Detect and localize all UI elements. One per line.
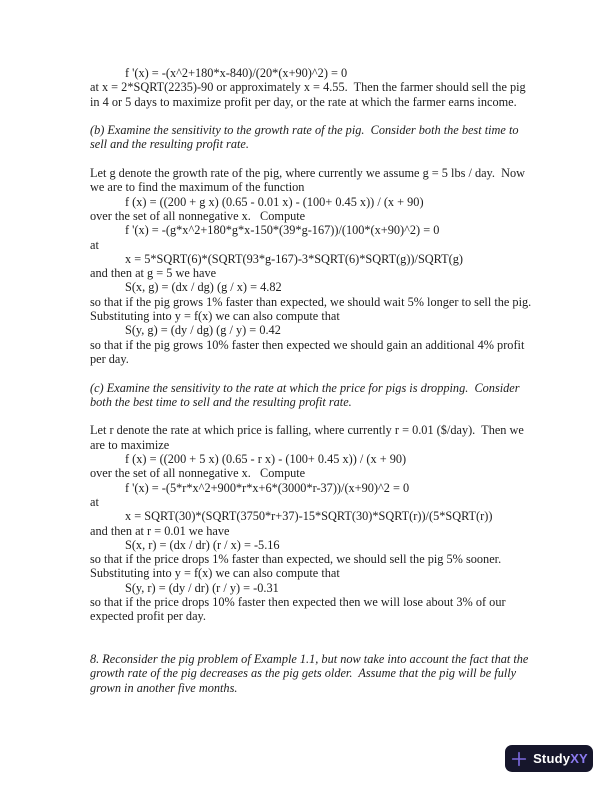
text-line: we are to find the maximum of the function [90, 180, 305, 195]
text-line: S(y, g) = (dy / dg) (g / y) = 0.42 [125, 323, 281, 338]
text-line: x = SQRT(30)*(SQRT(3750*r+37)-15*SQRT(30)*SQRT(r))/(5*SQRT(r)) [125, 509, 493, 524]
text-line: S(y, r) = (dy / dr) (r / y) = -0.31 [125, 580, 279, 595]
blank-line [90, 109, 530, 123]
text-line: expected profit per day. [90, 609, 206, 624]
text-line: Let r denote the rate at which price is falling, where currently r = 0.01 ($/day). Then we [90, 423, 524, 438]
text-line: (b) Examine the sensitivity to the growth rate of the pig. Consider both the best time to [90, 123, 519, 138]
text-line: f '(x) = -(x^2+180*x-840)/(20*(x+90)^2) = 0 [125, 66, 348, 80]
studyxy-watermark[interactable] [505, 745, 593, 772]
text-line: so that if the pig grows 1% faster than expected, we should wait 5% longer to sell the pig. [90, 294, 532, 309]
text-line: S(x, r) = (dx / dr) (r / x) = -5.16 [125, 537, 280, 552]
text-line: (c) Examine the sensitivity to the rate at which the price for pigs is dropping. Consider [90, 380, 520, 395]
text-line: x = 5*SQRT(6)*(SQRT(93*g-167)-3*SQRT(6)*SQRT(g))/SQRT(g) [125, 251, 463, 266]
text-line: and then at g = 5 we have [90, 266, 217, 281]
text-line: 8. Reconsider the pig problem of Example 1.1, but now take into account the fact that the [90, 652, 529, 667]
text-line: at [90, 237, 99, 252]
text-line: f '(x) = -(5*r*x^2+900*r*x+6*(3000*r-37))/(x+90)^2 = 0 [125, 480, 410, 495]
text-line: so that if the price drops 1% faster than expected, we should sell the pig 5% sooner. [90, 552, 502, 567]
text-line: f (x) = ((200 + 5 x) (0.65 - r x) - (100+ 0.45 x)) / (x + 90) [125, 452, 407, 467]
text-line: f (x) = ((200 + g x) (0.65 - 0.01 x) - (100+ 0.45 x)) / (x + 90) [125, 194, 424, 209]
blank-line [90, 152, 530, 166]
text-line: grown in another five months. [90, 680, 238, 695]
text-line: per day. [90, 351, 129, 366]
text-line: are to maximize [90, 437, 170, 452]
text-line: so that if the price drops 10% faster then expected then we will lose about 3% of our [90, 594, 506, 609]
text-line: both the best time to sell and the resulting profit rate. [90, 394, 352, 409]
text-line: at [90, 494, 99, 509]
brand-text [533, 752, 588, 765]
text-line: over the set of all nonnegative x. Compute [90, 208, 306, 223]
text-line: Substituting into y = f(x) we can also compute that [90, 309, 340, 324]
text-line: growth rate of the pig decreases as the pig gets older. Assume that the pig will be fully [90, 666, 517, 681]
text-line: at x = 2*SQRT(2235)-90 or approximately x = 4.55. Then the farmer should sell the pig [90, 80, 526, 95]
brand-study: Study [533, 751, 571, 766]
text-line: f '(x) = -(g*x^2+180*g*x-150*(39*g-167))/(100*(x+90)^2) = 0 [125, 223, 440, 238]
document-text [90, 66, 530, 695]
blank-line [90, 366, 530, 380]
blank-line [90, 638, 530, 652]
text-line: so that if the pig grows 10% faster then expected we should gain an additional 4% profit [90, 337, 525, 352]
plus-icon [510, 750, 528, 768]
text-line: Let g denote the growth rate of the pig, where currently we assume g = 5 lbs / day. Now [90, 166, 526, 181]
text-line: over the set of all nonnegative x. Compute [90, 466, 306, 481]
blank-line [90, 624, 530, 638]
text-line: Substituting into y = f(x) we can also compute that [90, 566, 340, 581]
text-line: S(x, g) = (dx / dg) (g / x) = 4.82 [125, 280, 282, 295]
blank-line [90, 409, 530, 423]
brand-xy: XY [570, 751, 588, 766]
text-line: and then at r = 0.01 we have [90, 523, 230, 538]
text-line: in 4 or 5 days to maximize profit per day, or the rate at which the farmer earns income. [90, 94, 517, 109]
text-line: sell and the resulting profit rate. [90, 137, 249, 152]
